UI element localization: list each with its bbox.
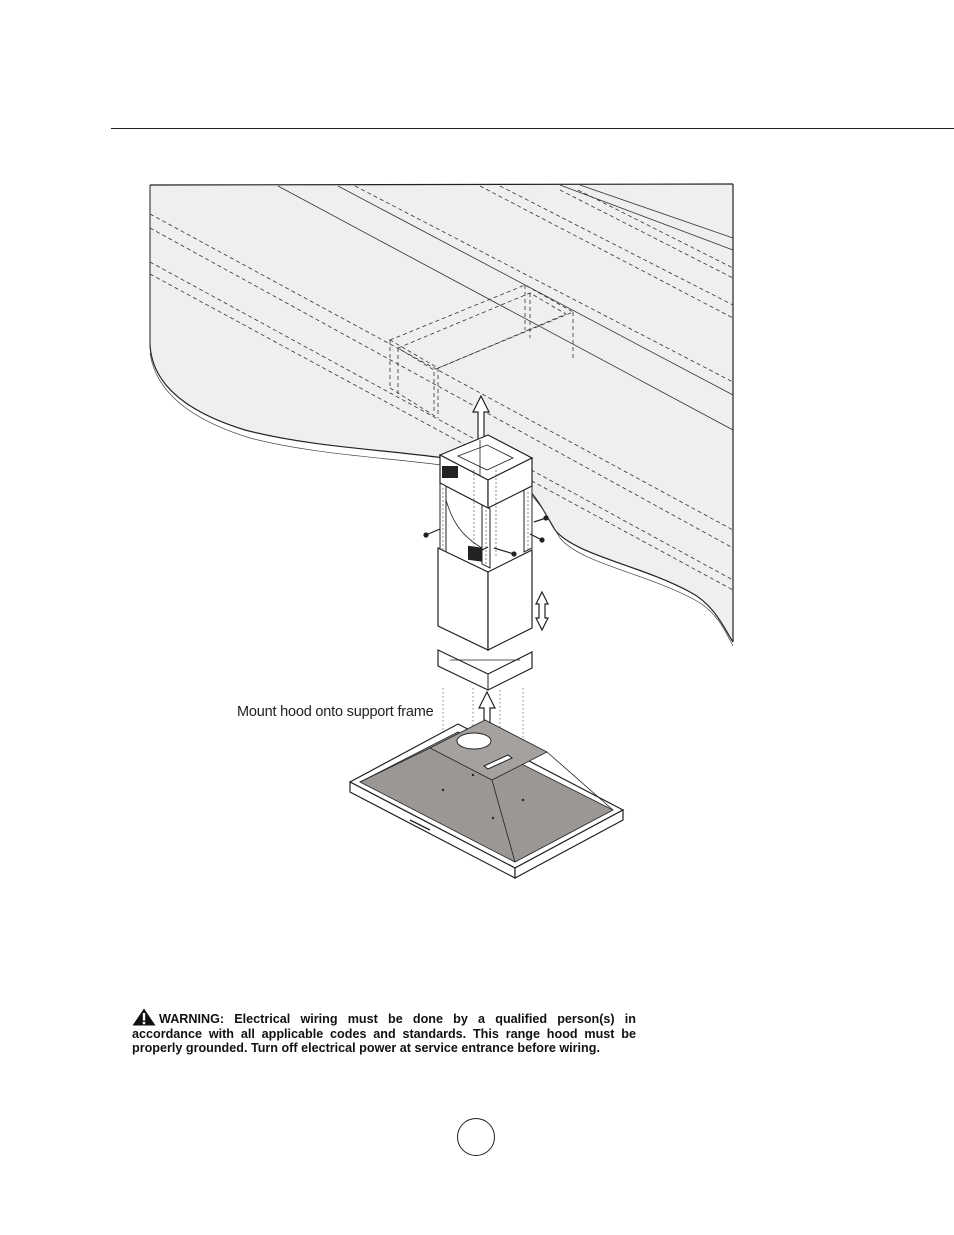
range-hood [350,720,623,878]
diagram-caption: Mount hood onto support frame [237,704,434,720]
warning-triangle-icon [132,1008,156,1026]
page-number [457,1118,495,1156]
support-frame [438,435,532,690]
warning-text: WARNING: Electrical wiring must be done by a qualified person(s) in accordance with all applicable codes and standards. This range hood must be properly grounded. Turn off electrical power at service entrance before wiring. [132,1012,636,1055]
double-arrow-icon [536,592,548,630]
warning-notice [132,1008,636,1056]
